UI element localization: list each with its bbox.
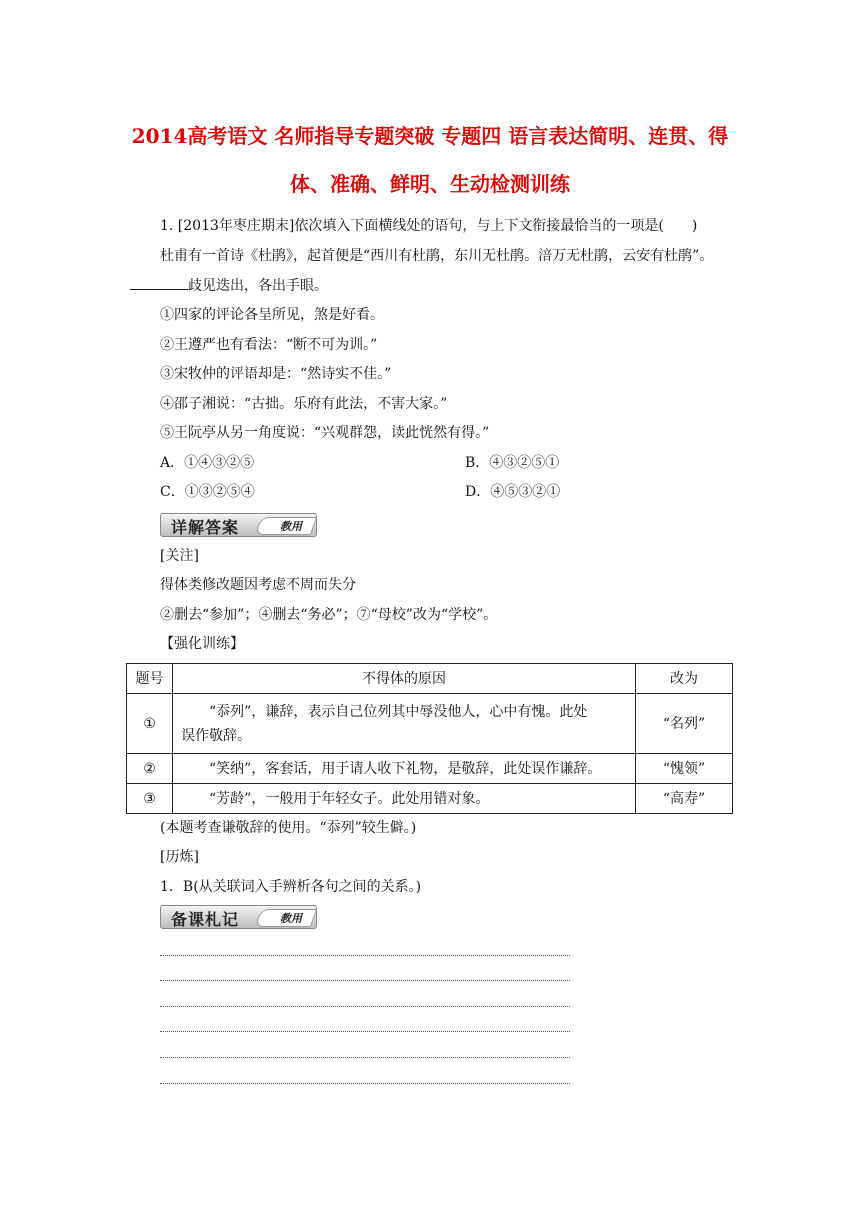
table-header-row xyxy=(127,664,733,694)
table-footnote: (本题考查谦敬辞的使用。“忝列”较生僻。) xyxy=(160,820,417,836)
row-reason xyxy=(173,694,636,754)
table-row xyxy=(127,784,733,814)
option-c: C．①③②⑤④ xyxy=(160,484,255,500)
fill-blank xyxy=(130,275,188,290)
answer-banner-title: 详解答案 xyxy=(171,518,240,537)
row-number: ③ xyxy=(127,784,173,814)
answer-banner-tag: 教用 xyxy=(280,520,302,533)
notes-banner-tag: 教用 xyxy=(280,912,302,925)
sentence-item-1: ①四家的评论各呈所见，煞是好看。 xyxy=(160,307,384,323)
passage-line-2-text: 歧见迭出，各出手眼。 xyxy=(188,278,328,294)
practice-label: [历炼] xyxy=(160,849,199,865)
title-line-2: 体、准确、鲜明、生动检测训练 xyxy=(290,172,570,196)
answer-banner xyxy=(160,513,317,537)
correction-text: ②删去“参加”；④删去“务必”；⑦“母校”改为“学校”。 xyxy=(160,607,498,623)
option-a: A．①④③②⑤ xyxy=(160,455,255,471)
table-row xyxy=(127,694,733,754)
row-fix: “名列” xyxy=(636,694,733,754)
sentence-item-3: ③宋牧仲的评语却是：“然诗实不佳。” xyxy=(160,366,392,382)
row-reason: “笑纳”，客套话，用于请人收下礼物，是敬辞，此处误作谦辞。 xyxy=(173,754,636,784)
sentence-item-4: ④邵子湘说：“古拙。乐府有此法，不害大家。” xyxy=(160,396,448,412)
note-line xyxy=(160,1006,570,1007)
question-stem: 1. [2013年枣庄期末]依次填入下面横线处的语句，与上下文衔接最恰当的一项是( ) xyxy=(160,218,698,234)
title-line-1: 2014高考语文 名师指导专题突破 专题四 语言表达简明、连贯、得 xyxy=(131,124,729,148)
table-row xyxy=(127,754,733,784)
row-fix: “愧领” xyxy=(636,754,733,784)
header-number: 题号 xyxy=(127,664,173,694)
sentence-item-5: ⑤王阮亭从另一角度说：“兴观群怨，读此恍然有得。” xyxy=(160,425,490,441)
option-d: D．④⑤③②① xyxy=(465,484,561,500)
note-line xyxy=(160,955,570,956)
notes-banner-title: 备课札记 xyxy=(171,910,240,929)
sentence-item-2: ②王遵严也有看法：“断不可为训。” xyxy=(160,337,378,353)
row-reason-line: “忝列”，谦辞，表示自己位列其中辱没他人，心中有愧。此处 xyxy=(209,703,588,720)
option-b: B．④③②⑤① xyxy=(465,455,560,471)
note-line xyxy=(160,1057,570,1058)
row-number: ① xyxy=(127,694,173,754)
row-reason-line: 误作敬辞。 xyxy=(181,727,251,744)
note-label: [关注] xyxy=(160,548,199,564)
notes-banner xyxy=(160,905,317,929)
row-reason: “芳龄”，一般用于年轻女子。此处用错对象。 xyxy=(173,784,636,814)
header-fix: 改为 xyxy=(636,664,733,694)
passage-line-1: 杜甫有一首诗《杜鹃》，起首便是“西川有杜鹃，东川无杜鹃。涪万无杜鹃，云安有杜鹃”。 xyxy=(160,248,714,264)
row-fix: “高寿” xyxy=(636,784,733,814)
training-label: 【强化训练】 xyxy=(160,636,244,652)
note-line xyxy=(160,980,570,981)
passage-line-2 xyxy=(130,275,328,296)
note-text: 得体类修改题因考虑不周而失分 xyxy=(160,577,356,593)
answer-table xyxy=(126,663,733,814)
row-number: ② xyxy=(127,754,173,784)
header-reason: 不得体的原因 xyxy=(173,664,636,694)
note-line xyxy=(160,1083,570,1084)
document-title xyxy=(100,112,760,208)
practice-answer: 1．B(从关联词入手辨析各句之间的关系。) xyxy=(160,879,422,895)
note-line xyxy=(160,1031,570,1032)
